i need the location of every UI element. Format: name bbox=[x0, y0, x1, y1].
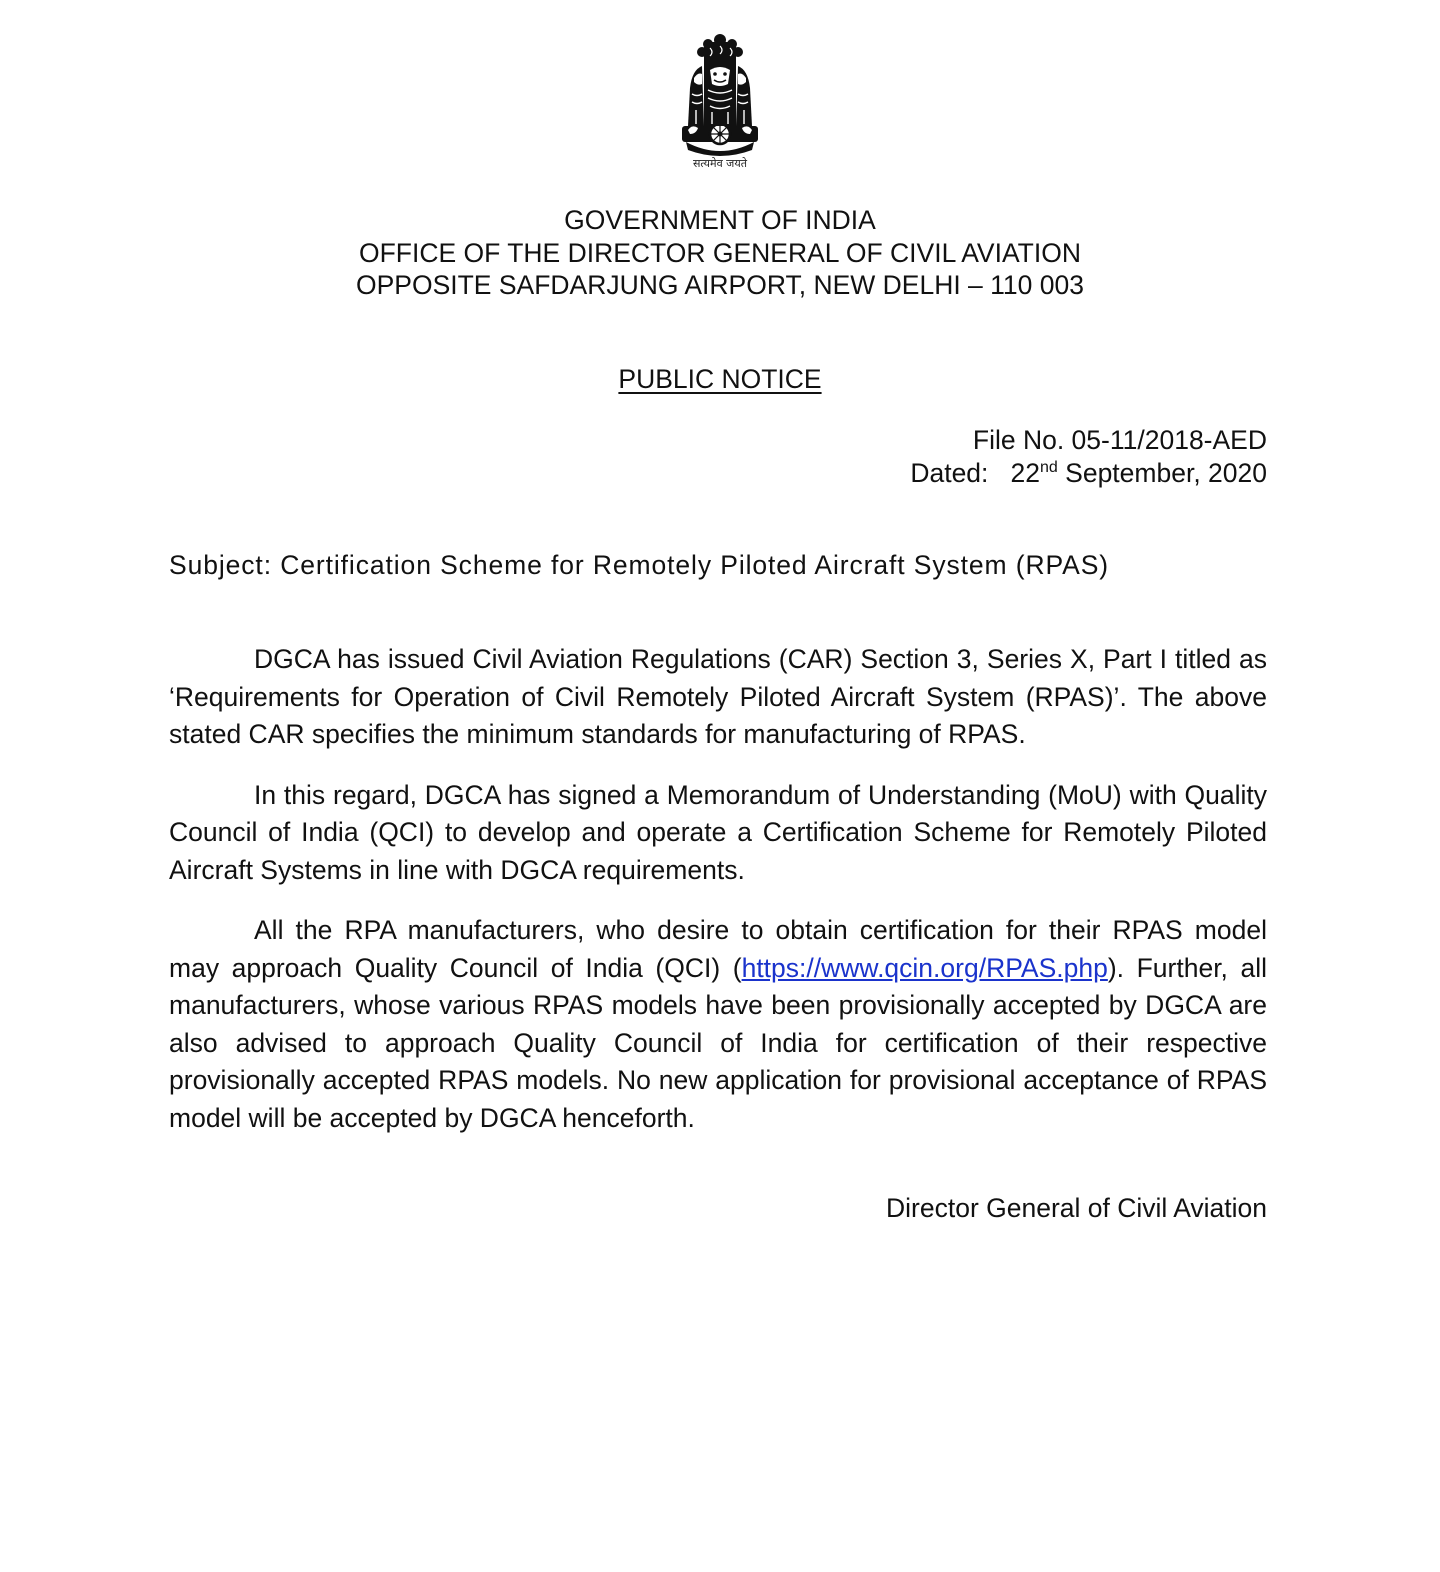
notice-body bbox=[169, 641, 1267, 1160]
paragraph-manufacturers bbox=[169, 912, 1267, 1137]
letterhead bbox=[0, 204, 1440, 302]
file-info bbox=[910, 424, 1267, 489]
national-emblem-icon bbox=[668, 30, 772, 176]
file-number: File No. 05-11/2018-AED bbox=[972, 425, 1267, 455]
qci-rpas-link[interactable]: https://www.qcin.org/RPAS.php bbox=[741, 952, 1108, 983]
signatory: Director General of Civil Aviation bbox=[886, 1193, 1267, 1223]
notice-title-text: PUBLIC NOTICE bbox=[618, 364, 822, 394]
emblem-motto: सत्यमेव जयते bbox=[692, 157, 747, 170]
date-suffix: nd bbox=[1039, 458, 1058, 476]
date-line bbox=[910, 457, 1267, 490]
paragraph-manufacturers-intro: All the RPA manufacturers, who desire to obtain certification for their RPAS model may approach Quality Council of India (QCI) ( bbox=[169, 915, 1267, 983]
letterhead-line-government: GOVERNMENT OF INDIA bbox=[564, 205, 876, 235]
paragraph-manufacturers-rest: ). Further, all manufacturers, whose various RPAS models have been provisionally accepted by DGCA are also advised to approach Quality Council of India for certification of their respective provisionally accepted RPAS models. No new application for provisional acceptance of RPAS model will be accepted by DGCA henceforth. bbox=[169, 952, 1267, 1133]
dated-label: Dated: bbox=[910, 457, 989, 488]
notice-title bbox=[0, 363, 1440, 395]
paragraph-mou: In this regard, DGCA has signed a Memorandum of Understanding (MoU) with Quality Council of India (QCI) to develop and operate a Certification Scheme for Remotely Piloted Aircraft Systems in line with DGCA requirements. bbox=[169, 779, 1267, 885]
letterhead-line-office: OFFICE OF THE DIRECTOR GENERAL OF CIVIL AVIATION bbox=[359, 237, 1081, 268]
paragraph-car-issued: DGCA has issued Civil Aviation Regulations (CAR) Section 3, Series X, Part I titled as ‘Requirements for Operation of Civil Remotely Piloted Aircraft System (RPAS)’. The above stated CAR specifies the minimum standards for manufacturing of RPAS. bbox=[169, 644, 1267, 749]
subject-line: Subject: Certification Scheme for Remotely Piloted Aircraft System (RPAS) bbox=[169, 550, 1110, 580]
letterhead-line-address: OPPOSITE SAFDARJUNG AIRPORT, NEW DELHI – 110 003 bbox=[356, 270, 1084, 300]
date-rest: September, 2020 bbox=[1065, 457, 1267, 488]
date-day: 22 bbox=[1010, 457, 1040, 488]
